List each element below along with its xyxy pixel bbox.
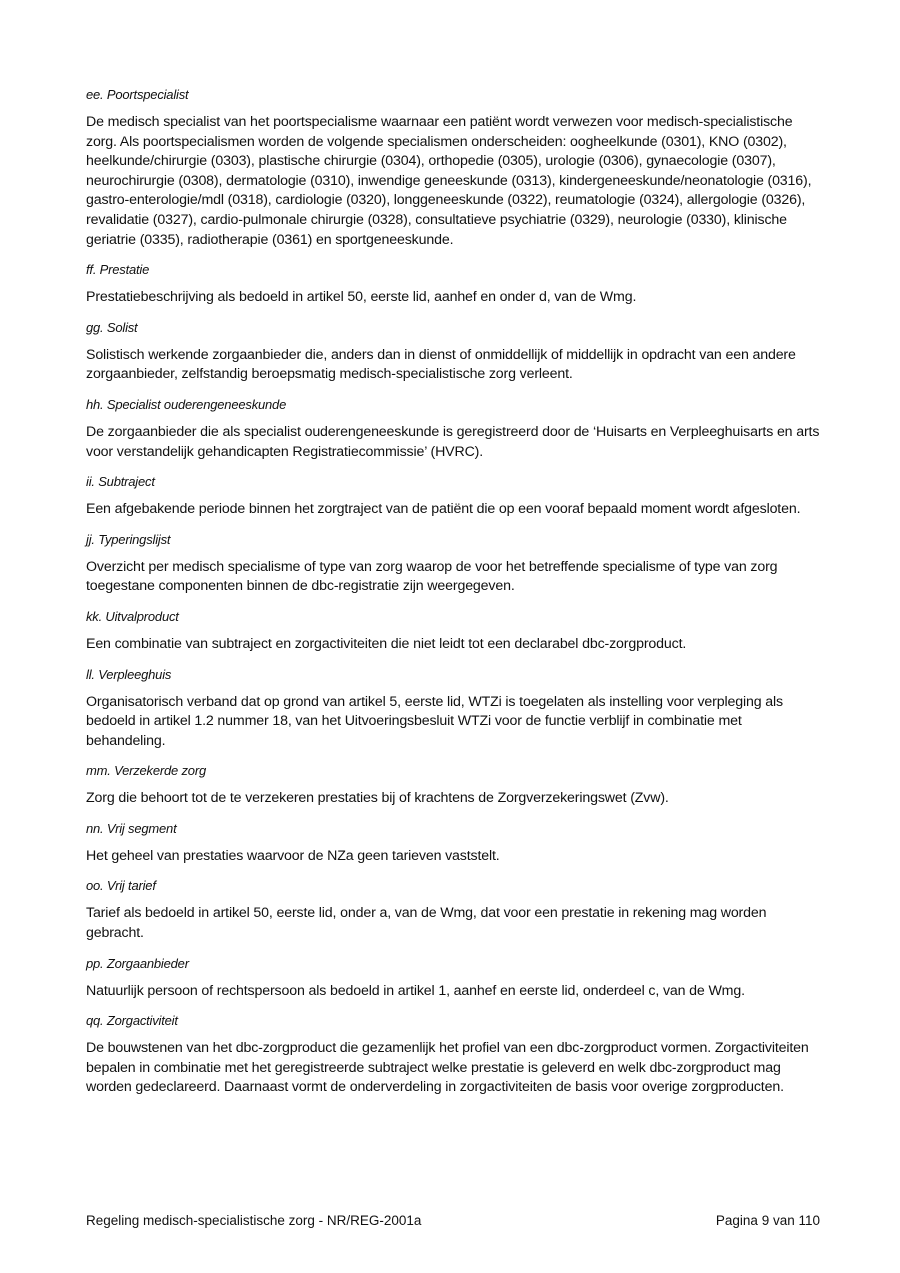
term-heading: hh. Specialist ouderengeneeskunde [86, 396, 287, 412]
term-heading: jj. Typeringslijst [86, 531, 171, 547]
term-definition: Natuurlijk persoon of rechtspersoon als bedoeld in artikel 1, aanhef en eerste lid, onderdeel c, van de Wmg. [86, 982, 745, 999]
term-heading: oo. Vrij tarief [86, 878, 156, 894]
definition-entry [86, 86, 820, 250]
term-definition: Organisatorisch verband dat op grond van artikel 5, eerste lid, WTZi is toegelaten als instelling voor verpleging als bedoeld in artikel 1.2 nummer 18, van het Uitvoeringsbesluit WTZi voor de functie verblijf in combinatie met behandeling. [86, 693, 783, 749]
term-definition: Prestatiebeschrijving als bedoeld in artikel 50, eerste lid, aanhef en onder d, van de Wmg. [86, 289, 637, 306]
term-heading: mm. Verzekerde zorg [86, 763, 206, 779]
term-definition: De bouwstenen van het dbc-zorgproduct die gezamenlijk het profiel van een dbc-zorgproduct vormen. Zorgactiviteiten bepalen in combinatie met het geregistreerde subtraject welke prestatie is geleverd en welk dbc-zorgproduct mag worden gedeclareerd. Daarnaast vormt de onderverdeling in zorgactiviteiten de basis voor overige zorgproducten. [86, 1040, 809, 1096]
term-heading: qq. Zorgactiviteit [86, 1013, 178, 1029]
definition-entry [86, 762, 820, 809]
term-heading: pp. Zorgaanbieder [86, 955, 189, 971]
footer-document-title: Regeling medisch-specialistische zorg - NR/REG-2001a [86, 1213, 422, 1228]
definition-entry [86, 531, 820, 597]
definition-entry [86, 1012, 820, 1098]
term-definition: De medisch specialist van het poortspecialisme waarnaar een patiënt wordt verwezen voor medisch-specialistische zorg. Als poortspecialismen worden de volgende specialismen onderscheiden: oogheelkunde (0301), KNO (0302), heelkunde/chirurgie (0303), plastische chirurgie (0304), orthopedie (0305), urologie (0306), gynaecologie (0307), neurochirurgie (0308), dermatologie (0310), inwendige geneeskunde (0313), kindergeneeskunde/neonatologie (0316), gastro-enterologie/mdl (0318), cardiologie (0320), longgeneeskunde (0322), reumatologie (0324), allergologie (0326), revalidatie (0327), cardio-pulmonale chirurgie (0328), consultatieve psychiatrie (0329), neurologie (0330), klinische geriatrie (0335), radiotherapie (0361) en sportgeneeskunde. [86, 114, 812, 248]
definition-entry [86, 261, 820, 308]
term-heading: nn. Vrij segment [86, 820, 177, 836]
term-definition: Het geheel van prestaties waarvoor de NZa geen tarieven vaststelt. [86, 847, 500, 864]
definition-entry [86, 820, 820, 867]
term-definition: Zorg die behoort tot de te verzekeren prestaties bij of krachtens de Zorgverzekeringswet (Zvw). [86, 790, 669, 807]
definition-entry [86, 608, 820, 655]
term-definition: De zorgaanbieder die als specialist ouderengeneeskunde is geregistreerd door de ‘Huisarts en Verpleeghuisarts en arts voor verstandelijk gehandicapten Registratiecommissie’ (HVRC). [86, 423, 820, 460]
definition-entry [86, 473, 820, 520]
definition-entry [86, 666, 820, 752]
definition-entry [86, 396, 820, 462]
term-heading: ii. Subtraject [86, 474, 155, 490]
document-body [86, 86, 820, 1109]
term-heading: ll. Verpleeghuis [86, 666, 172, 682]
term-definition: Overzicht per medisch specialisme of type van zorg waarop de voor het betreffende specialisme of type van zorg toegestane componenten binnen de dbc-registratie zijn weergegeven. [86, 558, 778, 595]
page-footer [86, 1213, 820, 1228]
definition-entry [86, 955, 820, 1002]
definition-entry [86, 877, 820, 943]
definition-entry [86, 319, 820, 385]
term-heading: ee. Poortspecialist [86, 87, 189, 102]
term-heading: ff. Prestatie [86, 262, 150, 278]
term-definition: Een combinatie van subtraject en zorgactiviteiten die niet leidt tot een declarabel dbc-zorgproduct. [86, 635, 687, 652]
term-heading: kk. Uitvalproduct [86, 608, 179, 624]
term-definition: Tarief als bedoeld in artikel 50, eerste lid, onder a, van de Wmg, dat voor een prestatie in rekening mag worden gebracht. [86, 905, 767, 942]
page-number: Pagina 9 van 110 [715, 1213, 820, 1228]
term-definition: Een afgebakende periode binnen het zorgtraject van de patiënt die op een vooraf bepaald moment wordt afgesloten. [86, 501, 801, 518]
term-definition: Solistisch werkende zorgaanbieder die, anders dan in dienst of onmiddellijk of middellijk in opdracht van een andere zorgaanbieder, zelfstandig beroepsmatig medisch-specialistische zorg verleent. [86, 346, 796, 383]
term-heading: gg. Solist [86, 319, 138, 335]
